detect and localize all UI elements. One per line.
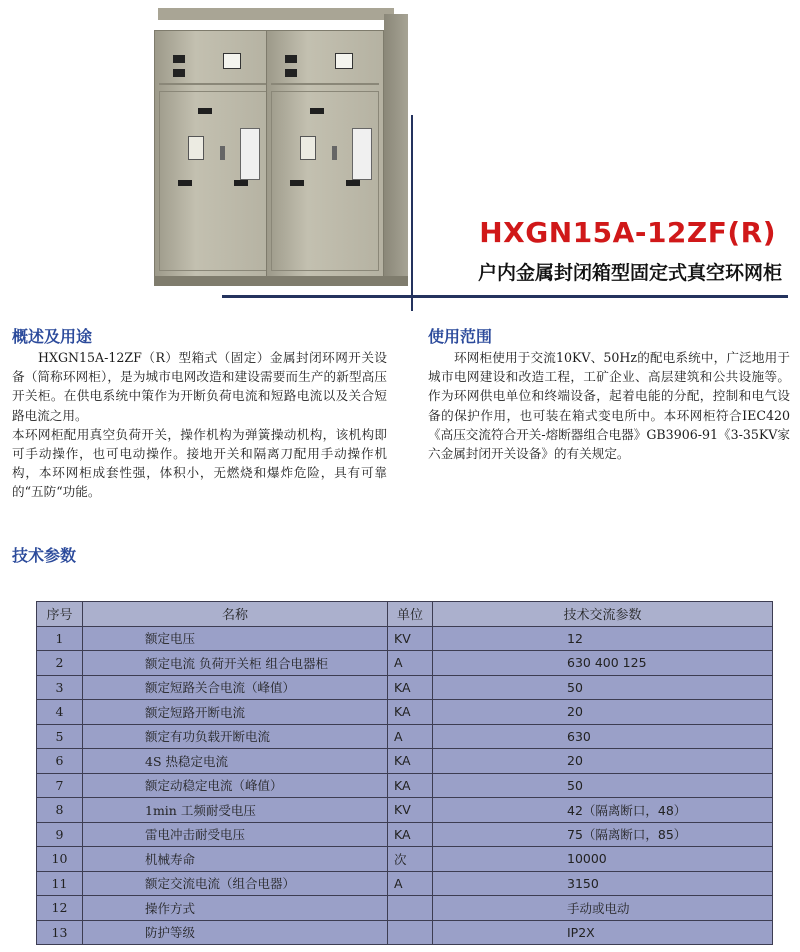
row-name: 4S 热稳定电流 [83,749,388,774]
header-name: 名称 [83,602,388,627]
row-unit: A [388,871,433,896]
cabinet-unit-right [266,30,384,286]
row-value: 630 [433,724,773,749]
row-name: 额定电压 [83,626,388,651]
table-row [37,896,773,921]
indicator-icon [285,55,297,63]
product-subtitle: 户内金属封闭箱型固定式真空环网柜 [477,262,782,284]
window [178,180,192,186]
row-value: IP2X [433,920,773,945]
product-model-title: HXGN15A-12ZF(R) [479,216,776,249]
gauge-icon [223,53,241,69]
row-value: 3150 [433,871,773,896]
row-no: 3 [37,675,83,700]
row-name: 机械寿命 [83,847,388,872]
row-name: 额定交流电流（组合电器） [83,871,388,896]
table-row [37,724,773,749]
row-unit [388,920,433,945]
table-row [37,822,773,847]
row-value: 50 [433,675,773,700]
table-row [37,773,773,798]
gauge-icon [335,53,353,69]
table-row [37,847,773,872]
row-unit: KA [388,749,433,774]
table-row [37,675,773,700]
row-unit: KA [388,822,433,847]
indicator-icon [285,69,297,77]
indicator-icon [173,55,185,63]
cabinet-door [159,91,267,271]
row-name: 额定短路关合电流（峰值） [83,675,388,700]
row-name: 雷电冲击耐受电压 [83,822,388,847]
cabinet-unit-left [154,30,272,286]
window [198,108,212,114]
table-header-row [37,602,773,627]
overview-heading: 概述及用途 [12,327,93,346]
row-name: 防护等级 [83,920,388,945]
row-name: 额定短路开断电流 [83,700,388,725]
window [234,180,248,186]
table-row [37,798,773,823]
table-row [37,920,773,945]
row-no: 9 [37,822,83,847]
header-value: 技术交流参数 [433,602,773,627]
row-name: 额定有功负载开断电流 [83,724,388,749]
row-no: 5 [37,724,83,749]
row-value: 10000 [433,847,773,872]
row-name: 操作方式 [83,896,388,921]
row-value: 20 [433,700,773,725]
header-no: 序号 [37,602,83,627]
row-unit: KA [388,700,433,725]
tech-heading: 技术参数 [12,546,77,565]
row-value: 42（隔离断口，48） [433,798,773,823]
window [290,180,304,186]
row-no: 13 [37,920,83,945]
row-no: 2 [37,651,83,676]
label-plate [188,136,204,160]
row-value: 630 400 125 [433,651,773,676]
application-paragraph: 环网柜使用于交流10KV、50Hz的配电系统中，广泛地用于城市电网建设和改造工程，工矿企业、高层建筑和公共设施等。作为环网供电单位和终端设备，起着电能的分配，控制和电气设备的保护作用，也可装在箱式变电所中。本环网柜符合IEC420《高压交流符合开关-熔断器组合电器》GB3906-91《3-35KV家六金属封闭开关设备》的有关规定。 [428,350,790,462]
overview-paragraph: HXGN15A-12ZF（R）型箱式（固定）金属封闭环网开关设备（简称环网柜），是为城市电网改造和建设需要而生产的新型高压开关柜。在供电系统中策作为开断负荷电流和短路电流以及关合短路电流之用。 [12,350,387,423]
row-no: 4 [37,700,83,725]
row-no: 8 [37,798,83,823]
row-unit: KV [388,626,433,651]
row-no: 12 [37,896,83,921]
handle-icon [220,146,225,160]
row-name: 额定电流 负荷开关柜 组合电器柜 [83,651,388,676]
mimic-panel [352,128,372,180]
table-row [37,871,773,896]
row-unit: A [388,651,433,676]
row-no: 6 [37,749,83,774]
application-text [428,348,790,463]
indicator-icon [173,69,185,77]
row-unit: KA [388,675,433,700]
table-row [37,626,773,651]
header-unit: 单位 [388,602,433,627]
label-plate [300,136,316,160]
window [346,180,360,186]
row-no: 10 [37,847,83,872]
mimic-panel [240,128,260,180]
row-unit: KA [388,773,433,798]
table-row [37,700,773,725]
row-unit: A [388,724,433,749]
row-no: 11 [37,871,83,896]
overview-text [12,348,387,502]
row-no: 1 [37,626,83,651]
row-unit: KV [388,798,433,823]
row-unit: 次 [388,847,433,872]
row-value: 20 [433,749,773,774]
application-heading: 使用范围 [428,327,493,346]
tech-spec-table [36,601,773,945]
overview-paragraph: 本环网柜配用真空负荷开关，操作机构为弹簧操动机构，该机构即可手动操作，也可电动操作。接地开关和隔离刀配用手动操作机构，本环网柜成套性强，体积小，无燃烧和爆炸危险，具有可靠的“五防“功能。 [12,426,387,500]
cabinet-body [148,18,410,276]
table-row [37,651,773,676]
table-row [37,749,773,774]
cabinet-base [154,276,408,286]
handle-icon [332,146,337,160]
row-unit [388,896,433,921]
meter-panel [271,37,379,85]
window [310,108,324,114]
row-name: 额定动稳定电流（峰值） [83,773,388,798]
row-value: 12 [433,626,773,651]
divider-horizontal [222,295,788,298]
product-image [148,8,410,278]
row-value: 手动或电动 [433,896,773,921]
row-name: 1min 工频耐受电压 [83,798,388,823]
meter-panel [159,37,267,85]
row-no: 7 [37,773,83,798]
row-value: 50 [433,773,773,798]
cabinet-door [271,91,379,271]
row-value: 75（隔离断口，85） [433,822,773,847]
